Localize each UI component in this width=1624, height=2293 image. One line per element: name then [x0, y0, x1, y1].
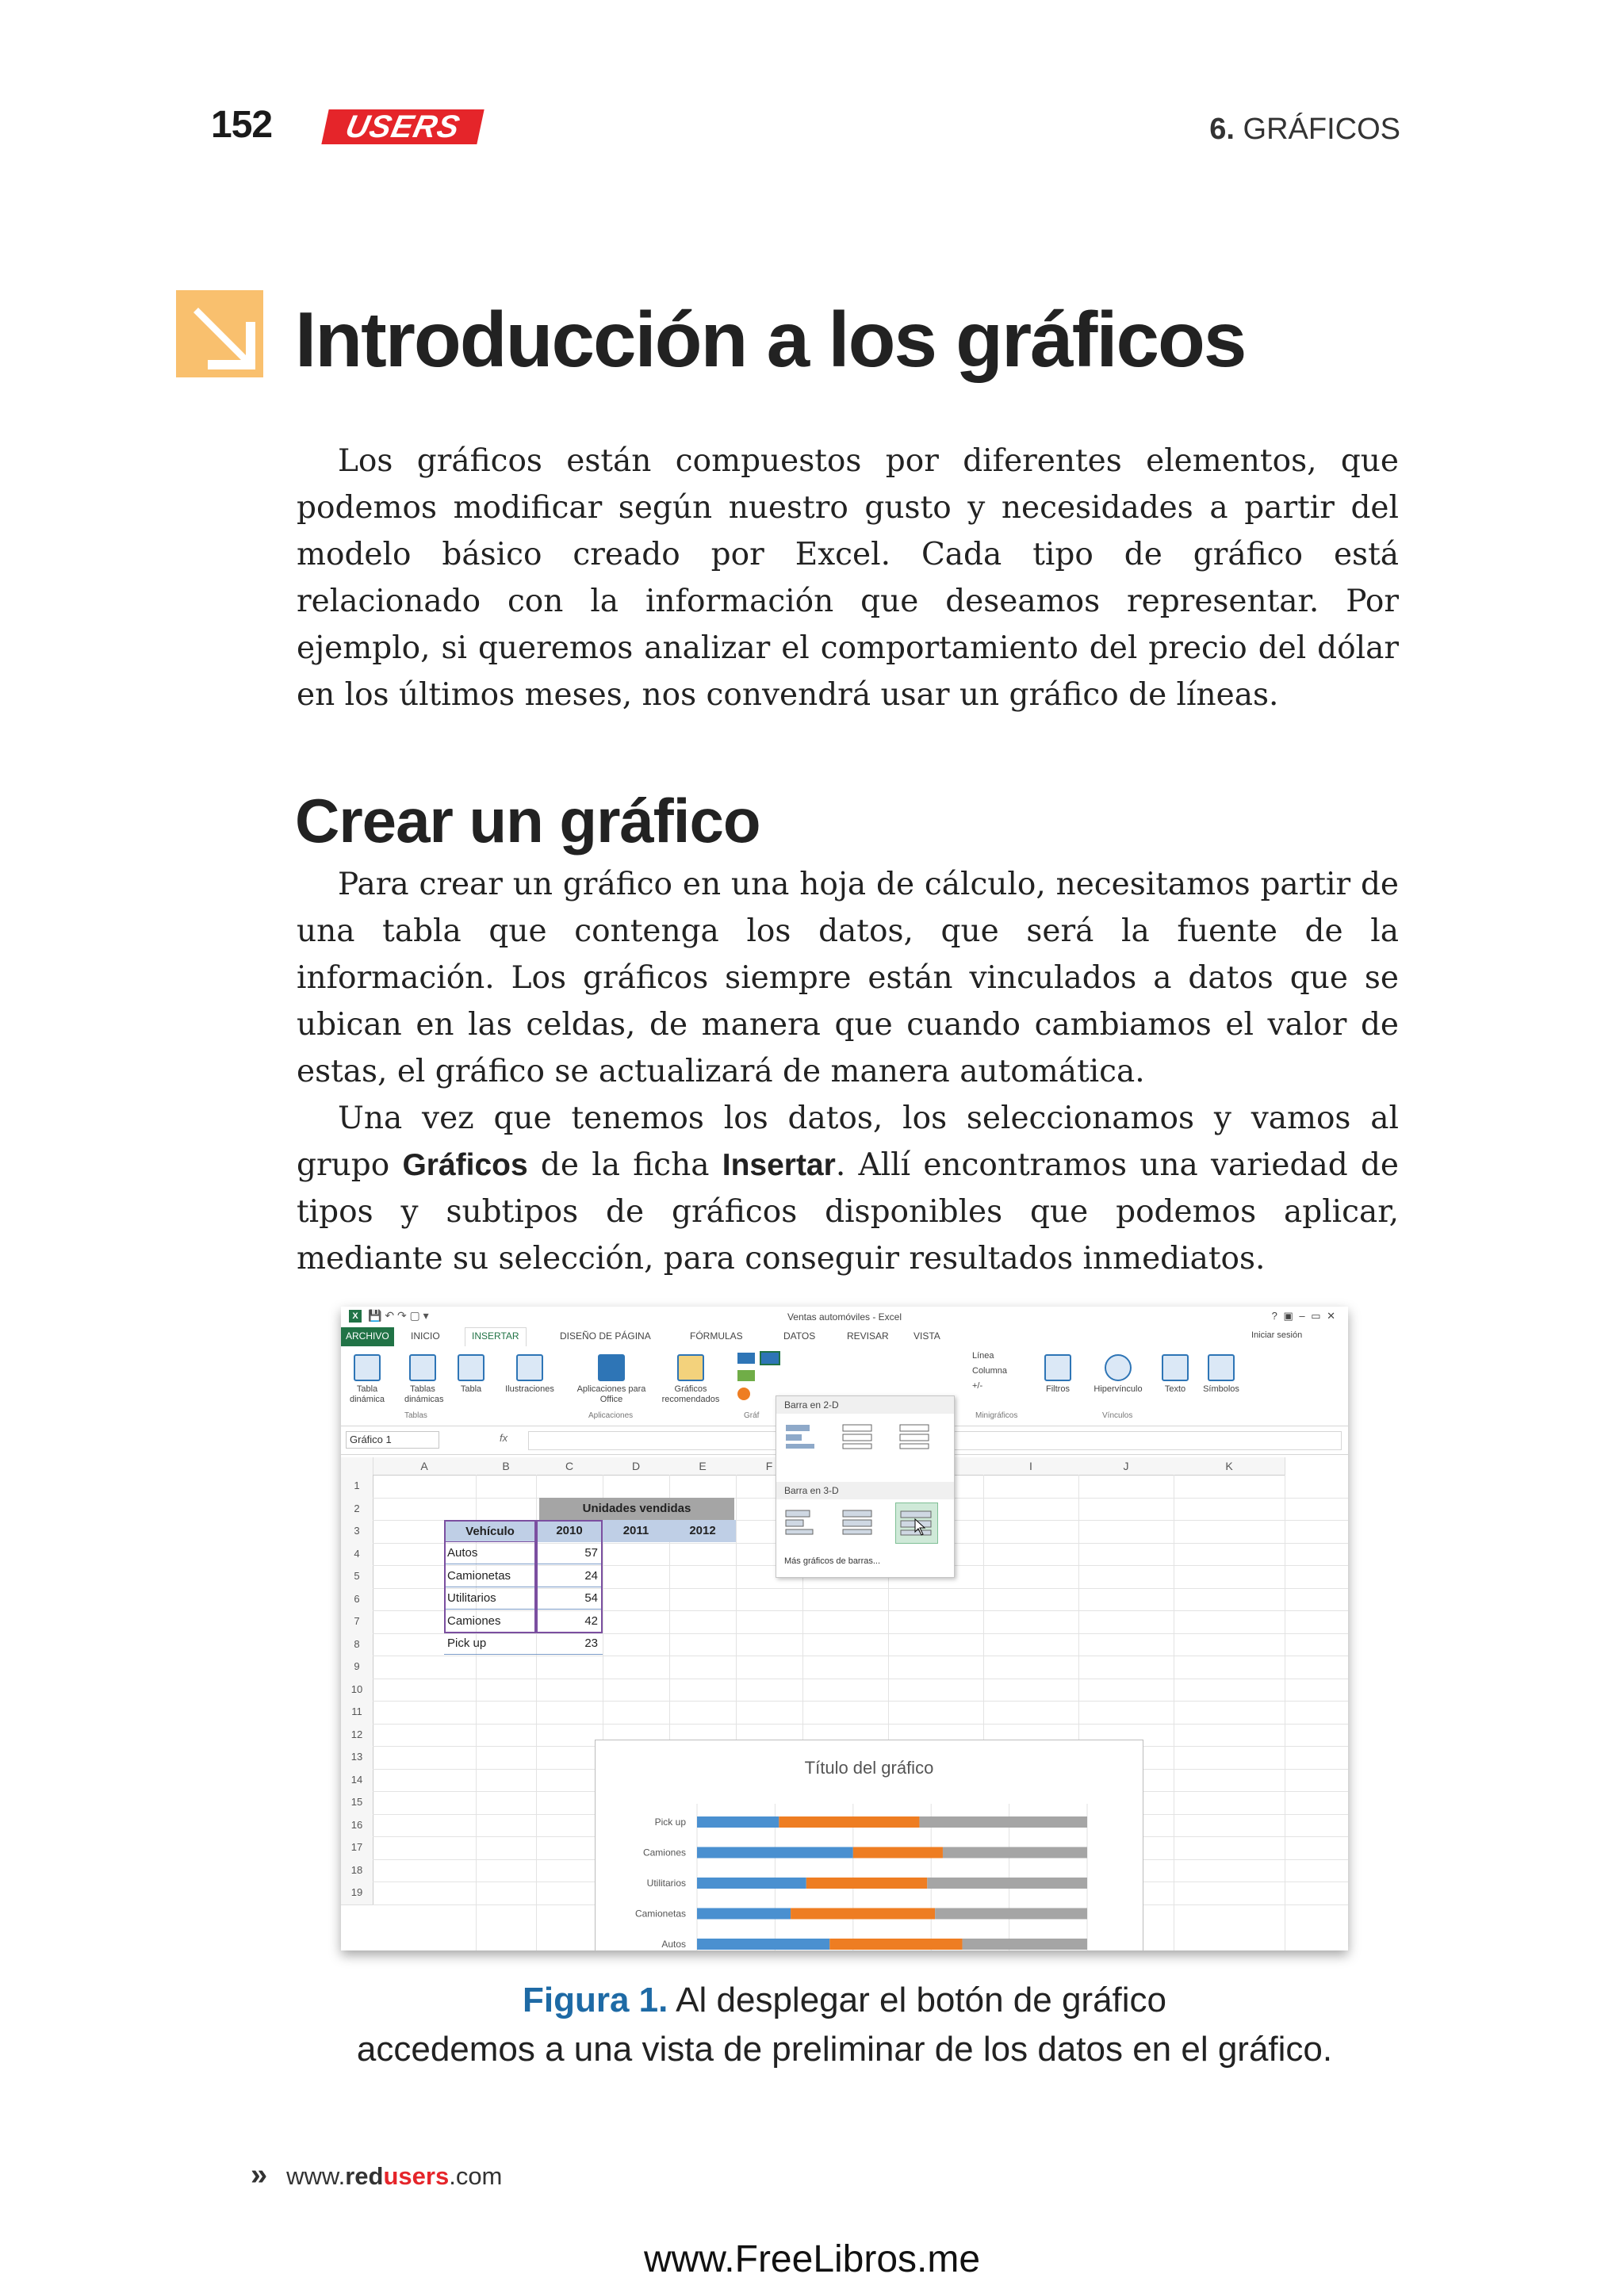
header-vehicle-cell[interactable]: Vehículo	[444, 1520, 536, 1542]
recommended-pivots-icon	[409, 1354, 436, 1381]
figure-label: Figura 1.	[522, 1981, 668, 2019]
bar-segment	[697, 1816, 779, 1828]
table-icon	[458, 1354, 485, 1381]
column-header-D[interactable]: D	[603, 1457, 670, 1476]
p2-part1: Una vez que tenemos los datos, los seleccionamos y vamos al grupo	[297, 1101, 1399, 1183]
chart-object[interactable]	[595, 1740, 1143, 1950]
window-controls[interactable]: ? ▣ – ▭ ✕	[1271, 1310, 1337, 1322]
pie-chart-icon[interactable]	[737, 1388, 750, 1400]
table-button[interactable]: Tabla	[457, 1354, 485, 1395]
bar-segment	[779, 1816, 919, 1828]
bar-2d-stacked[interactable]	[840, 1420, 876, 1452]
grid-hline	[373, 1701, 1348, 1702]
group-label-charts: Gráf	[744, 1411, 760, 1420]
chart-title: Título del gráfico	[804, 1758, 934, 1778]
vehicle-cell[interactable]: Autos	[444, 1542, 536, 1564]
chapter-heading	[1209, 113, 1400, 147]
group-label-apps: Aplicaciones	[588, 1411, 634, 1420]
column-header-C[interactable]: C	[536, 1457, 603, 1476]
row-header-7[interactable]: 7	[341, 1610, 373, 1634]
bar-3d-100-stacked-selected[interactable]	[895, 1503, 938, 1544]
bar-segment	[919, 1816, 1087, 1828]
excel-titlebar	[341, 1307, 1348, 1327]
bar-segment	[697, 1878, 806, 1889]
grid-hline	[373, 1724, 1348, 1725]
quick-access-icons[interactable]: 💾 ↶ ↷ ▢ ▾	[368, 1309, 429, 1322]
recommended-pivots-button[interactable]: Tablas dinámicas	[404, 1354, 441, 1405]
sparkline-column[interactable]: Columna	[972, 1366, 1008, 1376]
bar-segment	[697, 1847, 853, 1859]
row-header-10[interactable]: 10	[341, 1679, 373, 1702]
tab-datos[interactable]: DATOS	[783, 1330, 816, 1342]
group-label-tables: Tablas	[404, 1411, 427, 1420]
bar-3d-stacked[interactable]	[840, 1506, 876, 1537]
tab-revisar[interactable]: REVISAR	[847, 1330, 889, 1342]
body-paragraphs	[297, 861, 1399, 1282]
bar-chart-icon[interactable]	[761, 1353, 779, 1364]
dropdown-section-2d: Barra en 2-D	[776, 1396, 954, 1414]
vehicle-cell[interactable]: Camionetas	[444, 1565, 536, 1587]
page-number: 152	[211, 104, 273, 146]
row-header-14[interactable]: 14	[341, 1769, 373, 1793]
filters-button[interactable]: Filtros	[1039, 1354, 1077, 1395]
intro-paragraph	[297, 438, 1399, 718]
row-header-13[interactable]: 13	[341, 1746, 373, 1770]
pivot-table-icon	[354, 1354, 381, 1381]
bar-2d-100-stacked[interactable]	[897, 1420, 933, 1452]
tab-vista[interactable]: VISTA	[914, 1330, 940, 1342]
value-2010-cell[interactable]: 23	[536, 1633, 603, 1655]
paragraph-2	[297, 1095, 1399, 1282]
bar-2d-clustered[interactable]	[783, 1420, 819, 1452]
url-suffix: .com	[449, 2162, 503, 2190]
category-label: Camionetas	[634, 1908, 686, 1920]
merged-header-cell[interactable]: Unidades vendidas	[539, 1498, 734, 1520]
vehicle-cell[interactable]: Camiones	[444, 1610, 536, 1633]
filter-icon	[1044, 1354, 1071, 1381]
paragraph-1: Para crear un gráfico en una hoja de cálculo, necesitamos partir de una tabla que contenga los datos, que será la fuente de la información. Los gráficos siempre están vinculados a datos que se ubican en las celdas, de manera que cuando cambiamos el valor de estas, el gráfico se actualizará de manera automática.	[297, 867, 1399, 1089]
hyperlink-icon	[1105, 1354, 1132, 1381]
row-header-8[interactable]: 8	[341, 1633, 373, 1657]
tab-inicio[interactable]: INICIO	[411, 1330, 440, 1342]
vehicle-cell[interactable]: Utilitarios	[444, 1587, 536, 1610]
caption-line-2: accedemos a una vista de preliminar de los datos en el gráfico.	[356, 2030, 1333, 2069]
column-header-K[interactable]: K	[1174, 1457, 1285, 1476]
header-year-2011[interactable]: 2011	[603, 1520, 669, 1542]
row-header-12[interactable]: 12	[341, 1724, 373, 1748]
p2-bold-insertar: Insertar	[722, 1148, 836, 1182]
row-header-5[interactable]: 5	[341, 1565, 373, 1589]
section-arrow-icon	[176, 290, 263, 377]
bar-segment	[963, 1939, 1087, 1950]
hyperlink-button[interactable]: Hipervínculo	[1083, 1354, 1153, 1395]
bar-segment	[943, 1847, 1087, 1859]
row-header-17[interactable]: 17	[341, 1836, 373, 1860]
symbols-button[interactable]: Símbolos	[1197, 1354, 1245, 1395]
selection-range-values	[536, 1520, 603, 1633]
text-button[interactable]: Texto	[1158, 1354, 1193, 1395]
name-box[interactable]: Gráfico 1	[346, 1431, 439, 1449]
row-header-2[interactable]: 2	[341, 1498, 373, 1522]
header-year-2012[interactable]: 2012	[669, 1520, 736, 1542]
chapter-title: GRÁFICOS	[1243, 113, 1400, 146]
chart-type-icons[interactable]	[737, 1353, 783, 1397]
sparkline-buttons[interactable]	[972, 1351, 1044, 1391]
category-label: Camiones	[642, 1847, 686, 1859]
row-header-15[interactable]: 15	[341, 1791, 373, 1815]
category-label: Autos	[661, 1939, 686, 1950]
office-apps-button[interactable]: Aplicaciones para Office	[576, 1354, 647, 1405]
bar-chart-dropdown[interactable]	[776, 1395, 955, 1578]
value-2010-cell[interactable]: 54	[536, 1587, 603, 1610]
row-header-4[interactable]: 4	[341, 1543, 373, 1567]
url-users: users	[383, 2162, 450, 2190]
tab-insertar[interactable]: INSERTAR	[465, 1327, 527, 1350]
ribbon-tabs	[341, 1327, 1348, 1347]
watermark: www.FreeLibros.me	[643, 2238, 981, 2280]
footer-url[interactable]	[251, 2158, 502, 2192]
excel-screenshot	[341, 1307, 1348, 1950]
value-2010-cell[interactable]: 42	[536, 1610, 603, 1633]
column-header-A[interactable]: A	[373, 1457, 477, 1476]
url-prefix: www.	[286, 2162, 346, 2190]
subsection-title: Crear un gráfico	[295, 786, 760, 856]
p2-part2: de la ficha	[527, 1147, 722, 1183]
row-header-3[interactable]: 3	[341, 1520, 373, 1544]
chapter-number: 6.	[1209, 113, 1235, 146]
more-bar-charts-link[interactable]: Más gráficos de barras...	[784, 1556, 881, 1566]
dropdown-section-3d: Barra en 3-D	[776, 1482, 954, 1499]
column-chart-icon[interactable]	[737, 1353, 755, 1364]
illustrations-icon	[516, 1354, 543, 1381]
text-icon	[1162, 1354, 1189, 1381]
column-header-E[interactable]: E	[669, 1457, 737, 1476]
value-2010-cell[interactable]: 24	[536, 1565, 603, 1587]
bar-segment	[697, 1939, 829, 1950]
group-label-sparklines: Minigráficos	[975, 1411, 1018, 1420]
bar-segment	[791, 1908, 935, 1920]
row-header-18[interactable]: 18	[341, 1859, 373, 1883]
window-title: Ventas automóviles - Excel	[787, 1311, 902, 1323]
fx-label: fx	[500, 1432, 508, 1444]
tab-formulas[interactable]: FÓRMULAS	[690, 1330, 743, 1342]
bar-3d-clustered[interactable]	[783, 1506, 819, 1537]
users-logo: USERS	[321, 109, 484, 144]
intro-text: Los gráficos están compuestos por diferentes elementos, que podemos modificar según nuestro gusto y necesidades a partir del modelo básico creado por Excel. Cada tipo de gráfico está relacionado con la información que deseamos representar. Por ejemplo, si queremos analizar el comportamiento del precio del dólar en los últimos meses, nos convendrá usar un gráfico de líneas.	[297, 443, 1399, 713]
vehicle-cell[interactable]: Pick up	[444, 1633, 536, 1655]
illustrations-button[interactable]: Ilustraciones	[500, 1354, 560, 1395]
select-all-corner[interactable]	[341, 1457, 373, 1476]
category-label: Pick up	[654, 1816, 686, 1828]
sparkline-winloss[interactable]: +/-	[972, 1381, 983, 1391]
row-header-11[interactable]: 11	[341, 1701, 373, 1725]
bar-segment	[697, 1908, 791, 1920]
column-header-B[interactable]: B	[476, 1457, 537, 1476]
category-label: Utilitarios	[646, 1878, 686, 1889]
excel-app-icon: X	[349, 1310, 362, 1323]
row-header-9[interactable]: 9	[341, 1656, 373, 1679]
figure-caption	[333, 1976, 1356, 2074]
bar-chart[interactable]	[596, 1740, 1143, 1950]
caption-line-1: Al desplegar el botón de gráfico	[668, 1981, 1167, 2019]
bar-segment	[927, 1878, 1087, 1889]
line-chart-icon[interactable]	[737, 1370, 755, 1381]
p2-part3: . Allí encontramos una variedad de tipos y subtipos de gráficos disponibles que podemos aplicar, mediante su selección, para conseguir resultados inmediatos.	[297, 1147, 1399, 1277]
office-apps-icon	[598, 1354, 625, 1381]
selection-range-vehicles	[444, 1520, 536, 1633]
tab-diseno[interactable]: DISEÑO DE PÁGINA	[560, 1330, 651, 1342]
p2-bold-graficos: Gráficos	[402, 1148, 528, 1182]
value-2010-cell[interactable]: 57	[536, 1542, 603, 1564]
sign-in-link[interactable]: Iniciar sesión	[1251, 1330, 1303, 1340]
omega-icon	[1208, 1354, 1235, 1381]
row-header-1[interactable]: 1	[341, 1475, 373, 1499]
row-header-19[interactable]: 19	[341, 1881, 373, 1905]
recommended-charts-icon	[677, 1354, 704, 1381]
column-header-F[interactable]: F	[736, 1457, 803, 1476]
tab-archivo[interactable]: ARCHIVO	[341, 1327, 394, 1346]
bar-segment	[806, 1878, 928, 1889]
group-label-links: Vínculos	[1102, 1411, 1133, 1420]
double-chevron-icon: »	[251, 2158, 268, 2192]
section-title: Introducción a los gráficos	[295, 296, 1246, 383]
column-header-I[interactable]: I	[983, 1457, 1079, 1476]
column-header-J[interactable]: J	[1078, 1457, 1174, 1476]
bar-segment	[853, 1847, 943, 1859]
bar-segment	[829, 1939, 962, 1950]
bar-segment	[935, 1908, 1087, 1920]
header-year-2010[interactable]: 2010	[536, 1520, 603, 1542]
recommended-charts-button[interactable]: Gráficos recomendados	[655, 1354, 726, 1405]
row-header-6[interactable]: 6	[341, 1588, 373, 1612]
sparkline-line[interactable]: Línea	[972, 1351, 994, 1361]
pivot-table-button[interactable]: Tabla dinámica	[349, 1354, 385, 1405]
row-header-16[interactable]: 16	[341, 1814, 373, 1838]
url-red: red	[345, 2162, 384, 2190]
